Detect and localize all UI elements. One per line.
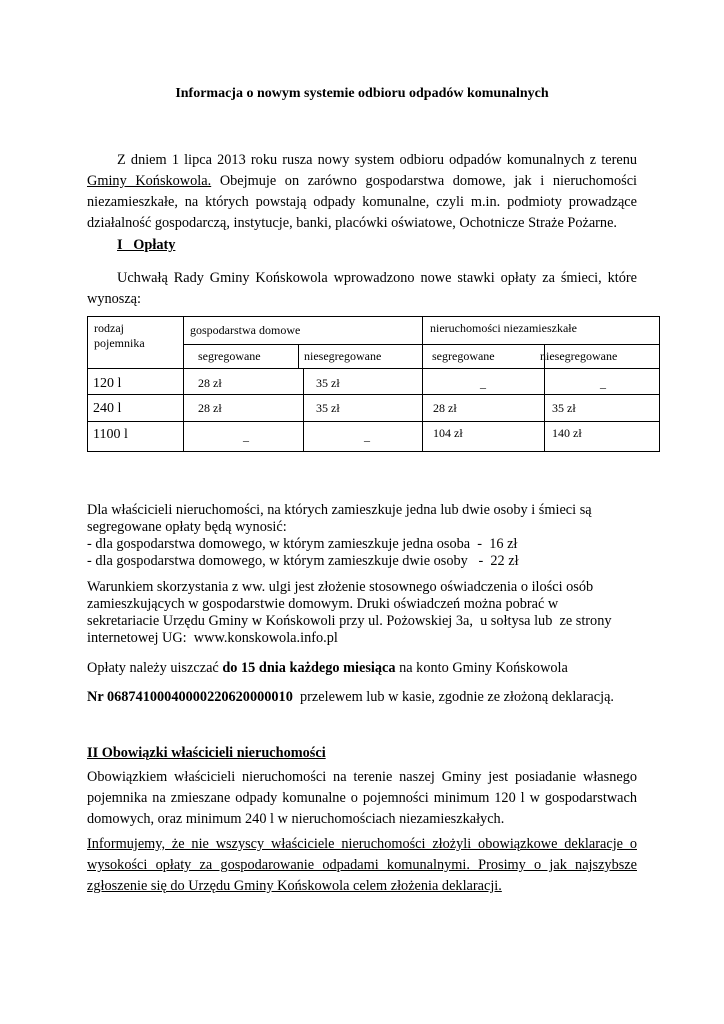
table-line (303, 368, 304, 451)
account-post: przelewem lub w kasie, zgodnie ze złożoną deklaracją. (292, 689, 614, 705)
document-title: Informacja o nowym systemie odbioru odpadów komunalnych (175, 86, 549, 101)
row-hh-segregated: _ (243, 429, 249, 443)
header-nonresidential: nieruchomości niezamieszkałe (430, 321, 577, 335)
row-hh-unsegregated: _ (364, 429, 370, 443)
discount-line: segregowane opłaty będą wynosić: (87, 519, 287, 535)
discount-block (87, 502, 592, 570)
header-hh-unsegregated: niesegregowane (304, 349, 382, 363)
section-2-text: Obowiązkiem właścicieli nieruchomości na terenie naszej Gminy jest posiadanie własnego pojemnika na zmieszane odpady komunalne o pojemności minimum 120 l w gospodarstwach domowych, oraz minimum 240 l w nieruchomościach niezamieszkałych. (87, 769, 637, 827)
header-household: gospodarstwa domowe (190, 323, 301, 337)
intro-lead: Z dniem 1 lipca 2013 roku rusza nowy system odbioru odpadów komunalnych z terenu (117, 152, 637, 168)
section-2-heading: II Obowiązki właścicieli nieruchomości (87, 745, 326, 761)
section-1-text: Uchwałą Rady Gminy Końskowola wprowadzono nowe stawki opłaty za śmieci, które wynoszą: (87, 270, 637, 307)
row-hh-unsegregated: 35 zł (316, 376, 340, 390)
row-size: 240 l (93, 401, 122, 416)
fee-table (87, 316, 660, 452)
intro-rest: Obejmuje on zarówno gospodarstwa domowe, jak i nieruchomości niezamieszkałe, na których powstają odpady komunalne, czyli m.in. podmioty prowadzące działalność gospodarczą, instytucje, banki, placówki oświatowe, Ochotnicze Straże Pożarne. (87, 173, 638, 231)
condition-line: Warunkiem skorzystania z ww. ulgi jest złożenie stosownego oświadczenia o ilości osób (87, 579, 594, 595)
payment-post: na konto Gminy Końskowola (395, 660, 568, 676)
payment-deadline: do 15 dnia każdego miesiąca (222, 660, 396, 676)
table-line (422, 317, 423, 451)
row-size: 1100 l (93, 427, 128, 442)
intro-paragraph (87, 150, 637, 234)
row-nr-segregated: 28 zł (433, 401, 457, 415)
discount-line: - dla gospodarstwa domowego, w którym zamieszkuje jedna osoba - 16 zł (87, 536, 518, 552)
section-2-notice: Informujemy, że nie wszyscy właściciele nieruchomości złożyli obowiązkowe deklaracje o wysokości opłaty za gospodarowanie odpadami komunalnymi. Prosimy o jak najszybsze zgłoszenie się do Urzędu Gminy Końskowola celem złożenia deklaracji. (87, 836, 637, 894)
header-container-type: rodzaj pojemnika (94, 321, 145, 350)
row-nr-unsegregated: _ (600, 376, 606, 390)
header-hh-segregated: segregowane (198, 349, 261, 363)
row-nr-unsegregated: 140 zł (552, 426, 582, 440)
table-line (88, 421, 659, 422)
condition-line: zamieszkujących w gospodarstwie domowym. Druki oświadczeń można pobrać w (87, 596, 559, 612)
header-nr-unsegregated: niesegregowane (540, 349, 618, 363)
table-line (298, 344, 299, 368)
account-number: Nr 06874100040000220620000010 (87, 689, 293, 705)
table-line (183, 317, 184, 451)
table-line (88, 368, 659, 369)
account-line (87, 689, 614, 706)
intro-municipality: Gminy Końskowola. (87, 173, 212, 189)
row-hh-segregated: 28 zł (198, 376, 222, 390)
discount-line: - dla gospodarstwa domowego, w którym zamieszkuje dwie osoby - 22 zł (87, 553, 519, 569)
row-nr-segregated: _ (480, 376, 486, 390)
table-line (183, 344, 659, 345)
row-nr-segregated: 104 zł (433, 426, 463, 440)
header-nr-segregated: segregowane (432, 349, 495, 363)
row-hh-unsegregated: 35 zł (316, 401, 340, 415)
table-line (88, 394, 659, 395)
section-1-heading: I Opłaty (117, 237, 176, 253)
discount-line: Dla właścicieli nieruchomości, na których zamieszkuje jedna lub dwie osoby i śmieci są (87, 502, 592, 518)
row-size: 120 l (93, 376, 122, 391)
condition-line: sekretariacie Urzędu Gminy w Końskowoli przy ul. Pożowskiej 3a, u sołtysa lub ze strony (87, 613, 612, 629)
payment-line (87, 660, 568, 677)
condition-line: internetowej UG: www.konskowola.info.pl (87, 630, 338, 646)
payment-pre: Opłaty należy uiszczać (87, 660, 223, 676)
condition-block (87, 579, 612, 647)
row-hh-segregated: 28 zł (198, 401, 222, 415)
row-nr-unsegregated: 35 zł (552, 401, 576, 415)
